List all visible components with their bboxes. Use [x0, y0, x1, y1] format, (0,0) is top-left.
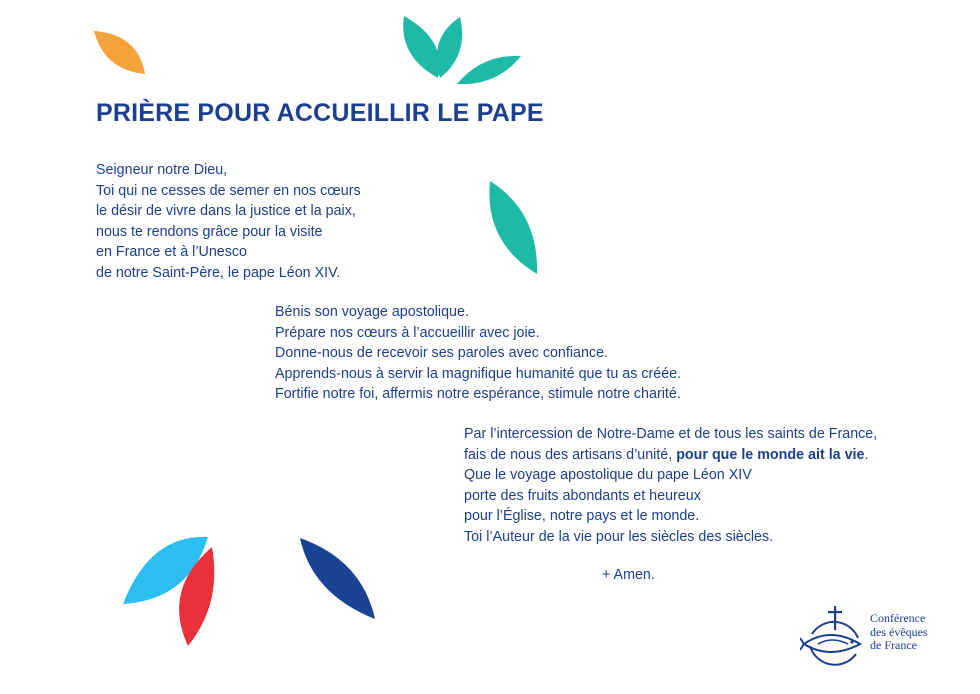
logo-text	[870, 612, 928, 653]
stanza-3-line: pour l’Église, notre pays et le monde.	[464, 508, 700, 525]
cef-logo	[800, 604, 960, 674]
stanza-3-line	[464, 445, 877, 466]
stanza-2-line: Bénis son voyage apostolique.	[275, 304, 469, 320]
stanza-1-line: de notre Saint-Père, le pape Léon XIV.	[96, 264, 341, 281]
stanza-2-line: Apprends-nous à servir la magnifique humanité que tu as créée.	[275, 365, 682, 382]
stanza-3-regular-text: fais de nous des artisans d’unité,	[464, 446, 677, 463]
stanza-1-line: nous te rendons grâce pour la visite	[96, 223, 323, 240]
teal-leaf-right	[457, 56, 521, 84]
page-title: PRIÈRE POUR ACCUEILLIR LE PAPE	[96, 99, 544, 127]
logo-line-2: des évêques	[870, 624, 928, 639]
stanza-3-period: .	[864, 446, 869, 463]
teal-leaf-left	[403, 16, 439, 78]
orange-leaf	[94, 31, 145, 74]
stanza-3-line: porte des fruits abondants et heureux	[464, 487, 701, 504]
stanza-3-bold-text: pour que le monde ait la vie	[676, 446, 865, 463]
stanza-3-line: Toi l’Auteur de la vie pour les siècles des siècles.	[464, 528, 774, 545]
stanza-3-line: Que le voyage apostolique du pape Léon XIV	[464, 467, 752, 484]
stanza-1-line: le désir de vivre dans la justice et la paix,	[96, 203, 356, 220]
cross-fish-icon	[800, 604, 866, 674]
logo-line-3: de France	[870, 638, 917, 652]
logo-line-1: Conférence	[870, 611, 926, 625]
prayer-stanza-2	[275, 302, 681, 405]
teal-leaf-top	[437, 17, 462, 78]
stanza-3-line: Par l’intercession de Notre-Dame et de tous les saints de France,	[464, 426, 878, 442]
teal-leaf-middle	[489, 181, 537, 274]
amen-text: + Amen.	[602, 567, 655, 583]
prayer-stanza-1	[96, 160, 361, 284]
stanza-1-line: en France et à l’Unesco	[96, 244, 247, 261]
stanza-2-line: Prépare nos cœurs à l’accueillir avec joie.	[275, 324, 540, 341]
stanza-2-line: Donne-nous de recevoir ses paroles avec confiance.	[275, 345, 608, 362]
stanza-2-line: Fortifie notre foi, affermis notre espérance, stimule notre charité.	[275, 386, 681, 403]
stanza-1-line: Seigneur notre Dieu,	[96, 162, 228, 178]
navy-leaf	[300, 538, 375, 619]
prayer-stanza-3	[464, 424, 877, 548]
stanza-1-line: Toi qui ne cesses de semer en nos cœurs	[96, 182, 361, 199]
